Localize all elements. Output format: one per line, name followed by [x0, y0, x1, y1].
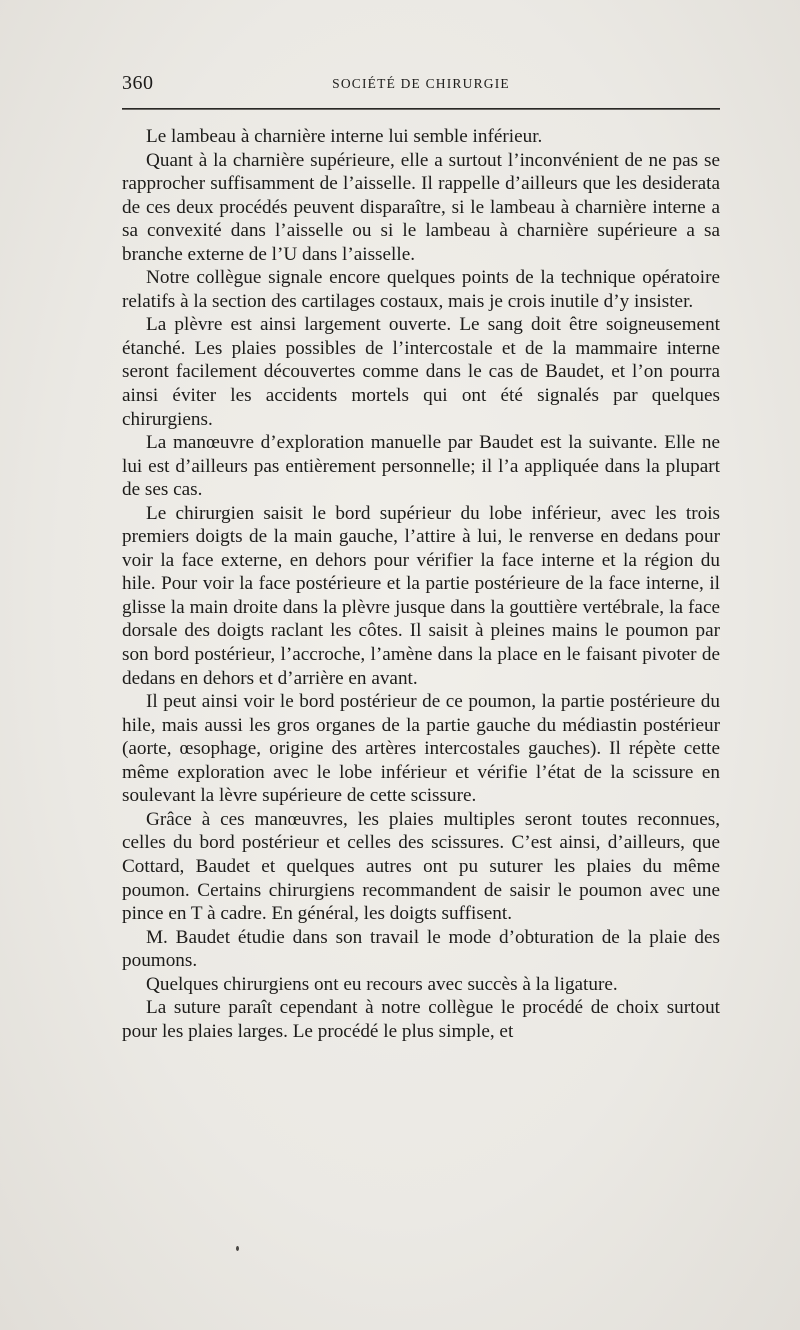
paragraph: Notre collègue signale encore quelques points de la technique opératoire relatifs à la section des cartilages costaux, mais je crois inutile d’y insister. [122, 267, 720, 312]
paragraph: Il peut ainsi voir le bord postérieur de ce poumon, la partie postérieure du hile, mais aussi les gros organes de la partie gauche du médiastin postérieur (aorte, œsophage, origine des artères intercostales gauches). Il répète cette même exploration avec le lobe inférieur et vérifie l’état de la scissure en soulevant la lèvre supérieure de cette scissure. [122, 691, 720, 807]
running-title: SOCIÉTÉ DE CHIRURGIE [332, 76, 510, 91]
paragraph: M. Baudet étudie dans son travail le mode d’obturation de la plaie des poumons. [122, 926, 720, 972]
body-text [122, 125, 720, 1043]
page-number: 360 [122, 72, 154, 94]
paragraph: Le lambeau à charnière interne lui semble inférieur. [146, 126, 543, 147]
paragraph: La manœuvre d’exploration manuelle par Baudet est la suivante. Elle ne lui est d’ailleurs pas entièrement personnelle; il l’a appliquée dans la plupart de ses cas. [122, 432, 720, 501]
paragraph: Grâce à ces manœuvres, les plaies multiples seront toutes reconnues, celles du bord postérieur et celles des scissures. C’est ainsi, d’ailleurs, que Cottard, Baudet et quelques autres ont pu suturer les plaies du même poumon. Certains chirurgiens recommandent de saisir le poumon avec une pince en T à cadre. En général, les doigts suffisent. [122, 808, 720, 925]
paragraph: Quant à la charnière supérieure, elle a surtout l’inconvénient de ne pas se rapprocher suffisamment de l’aisselle. Il rappelle d’ailleurs que les desiderata de ces deux procédés peuvent disparaître, si le lambeau à charnière interne a sa convexité dans l’aisselle ou si le lambeau à charnière supérieure a sa branche externe de l’U dans l’aisselle. [122, 149, 720, 265]
paragraph: La plèvre est ainsi largement ouverte. Le sang doit être soigneusement étanché. Les plaies possibles de l’intercostale et de la mammaire interne seront facilement découvertes comme dans le cas de Baudet, et l’on pourra ainsi éviter les accidents mortels qui ont été signalés par quelques chirurgiens. [122, 314, 720, 430]
paragraph: La suture paraît cependant à notre collègue le procédé de choix surtout pour les plaies larges. Le procédé le plus simple, et [122, 997, 720, 1042]
ink-speck [236, 1246, 239, 1251]
page-header [122, 72, 720, 96]
header-rule [122, 108, 720, 110]
paragraph: Le chirurgien saisit le bord supérieur du lobe inférieur, avec les trois premiers doigts de la main gauche, l’attire à lui, le renverse en dedans pour voir la face externe, en dehors pour vérifier la face interne et la région du hile. Pour voir la face postérieure et la partie postérieure de la face interne, il glisse la main droite dans la plèvre jusque dans la gouttière vertébrale, la face dorsale des doigts raclant les côtes. Il saisit à pleines mains le poumon par son bord postérieur, l’accroche, l’amène dans la place en le faisant pivoter de dedans en dehors et d’arrière en avant. [122, 502, 720, 689]
paragraph: Quelques chirurgiens ont eu recours avec succès à la ligature. [146, 973, 618, 995]
